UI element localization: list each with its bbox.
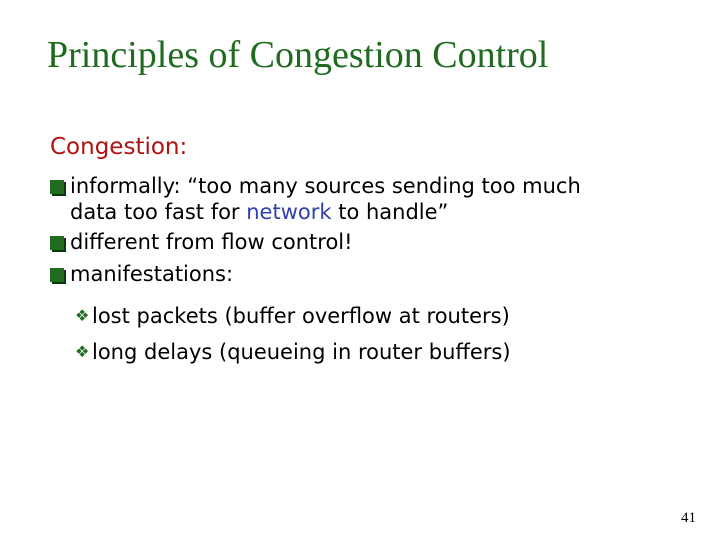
- bullet-text: manifestations:: [70, 262, 234, 286]
- section-heading: Congestion:: [50, 134, 188, 160]
- bullet-flow-control: [50, 229, 353, 255]
- bullet-text: to handle”: [331, 200, 449, 224]
- diamond-bullet-icon: ❖: [75, 342, 90, 361]
- square-bullet-icon: [50, 229, 67, 255]
- emphasized-word: network: [246, 200, 332, 224]
- bullet-informally-continued: [70, 199, 448, 225]
- sub-bullet-text: long delays (queueing in router buffers): [92, 340, 511, 364]
- page-number: 41: [681, 510, 696, 526]
- bullet-text: different from flow control!: [70, 230, 353, 254]
- bullet-informally: [50, 173, 581, 199]
- sub-bullet-text: lost packets (buffer overflow at routers): [92, 304, 510, 328]
- sub-bullet-lost-packets: [75, 303, 510, 329]
- bullet-manifestations: [50, 261, 234, 287]
- square-bullet-icon: [50, 261, 67, 287]
- bullet-text: informally: “too many sources sending too much: [70, 174, 581, 198]
- slide-title: Principles of Congestion Control: [47, 34, 549, 76]
- bullet-text: data too fast for: [70, 200, 247, 224]
- sub-bullet-long-delays: [75, 339, 511, 365]
- diamond-bullet-icon: ❖: [75, 306, 90, 325]
- square-bullet-icon: [50, 173, 67, 199]
